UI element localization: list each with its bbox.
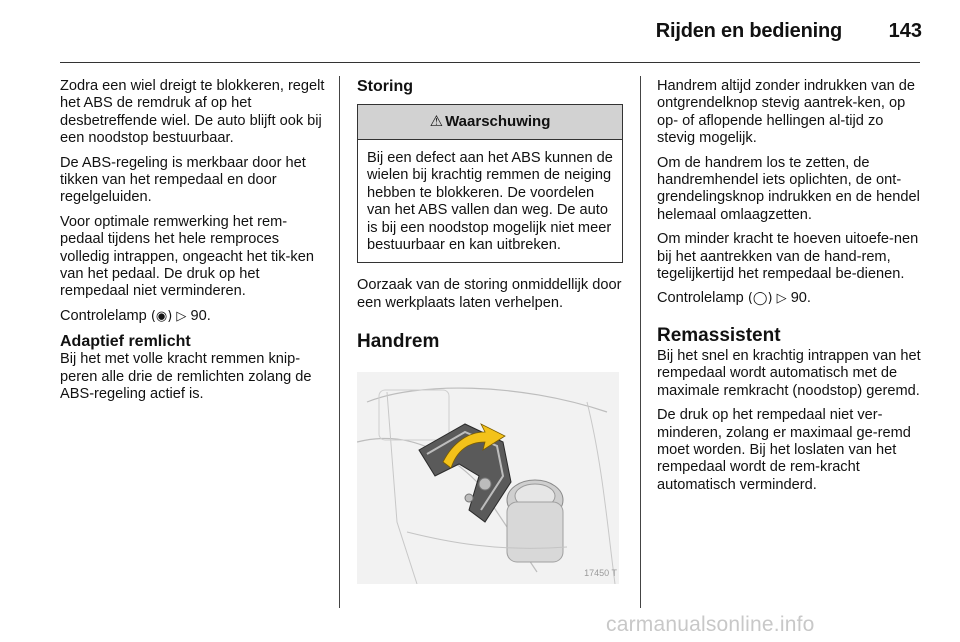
- warning-text: Bij een defect aan het ABS kunnen de wielen bij krachtig remmen de neiging hebben te blokkeren. De voordelen van het ABS vallen dan weg. De auto is bij een noodstop mogelijk niet meer bestuurbaar en kan uitbreken.: [367, 150, 613, 254]
- warning-triangle-icon: ⚠: [429, 112, 444, 131]
- abs-intro-paragraph: Zodra een wiel dreigt te blokkeren, regelt het ABS de remdruk af op het desbetreffende wiel. De auto blijft ook bij een noodstop bestuurbaar.: [60, 78, 325, 147]
- handbrake-drawing: [357, 372, 619, 584]
- handbrake-apply-paragraph: Handrem altijd zonder indrukken van de ontgrendelknop stevig aantrek-ken, op op- of aflopende hellingen al-tijd zo stevig mogelijk.: [657, 78, 915, 147]
- abs-warning-lamp-icon: (◉): [150, 308, 173, 324]
- figure-label: 17450 T: [584, 567, 617, 578]
- brake-warning-lamp-icon: (◯): [747, 291, 773, 307]
- fault-cause-paragraph: Oorzaak van de storing onmiddellijk door een werkplaats laten verhelpen.: [357, 277, 622, 311]
- fault-heading: Storing: [357, 78, 413, 95]
- column-middle: [357, 78, 627, 584]
- control-lamp-label: Controlelamp: [657, 290, 744, 307]
- warning-title: Waarschuwing: [445, 113, 551, 131]
- page-reference-arrow-icon: ▷: [776, 291, 787, 307]
- column-divider: [339, 76, 340, 608]
- abs-pedal-paragraph: Voor optimale remwerking het rem-pedaal tijdens het hele remproces volledig intrappen, ongeacht het tik-ken van het pedaal. De druk op het rempedaal niet verminderen.: [60, 213, 314, 300]
- brake-assist-paragraph-1: Bij het snel en krachtig intrappen van het rempedaal wordt automatisch met de maximale remkracht (noodstop) geremd.: [657, 347, 921, 399]
- watermark: carmanualsonline.info: [606, 613, 815, 636]
- abs-control-lamp-line: [60, 308, 330, 325]
- page-number: 143: [888, 20, 922, 42]
- handbrake-heading: Handrem: [357, 331, 440, 353]
- brake-assist-heading: Remassistent: [657, 324, 781, 346]
- page-reference-arrow-icon: ▷: [176, 308, 187, 324]
- abs-noise-paragraph: De ABS-regeling is merkbaar door het tikken van het rempedaal en door regelgeluiden.: [60, 154, 306, 206]
- handbrake-illustration: [357, 372, 619, 584]
- control-lamp-label: Controlelamp: [60, 307, 147, 324]
- column-right: [657, 78, 923, 501]
- adaptive-brake-light-heading: Adaptief remlicht: [60, 333, 191, 351]
- warning-box-header: [358, 105, 622, 140]
- page-section-title: Rijden en bediening: [655, 20, 842, 42]
- brake-assist-paragraph-2: De druk op het rempedaal niet ver-minderen, zolang er maximaal ge-remd moet worden. Bij het loslaten van het rempedaal wordt de rem-kracht automatisch verminderd.: [657, 407, 911, 493]
- column-divider: [640, 76, 641, 608]
- control-lamp-page-ref: 90.: [190, 307, 211, 324]
- adaptive-brake-light-paragraph: Bij het met volle kracht remmen knip-peren alle drie de remlichten zolang de ABS-regeling actief is.: [60, 351, 312, 403]
- handbrake-release-paragraph: Om de handrem los te zetten, de handremhendel iets oplichten, de ont-grendelingsknop indrukken en de hendel helemaal omlaagzetten.: [657, 154, 920, 223]
- handbrake-pedal-paragraph: Om minder kracht te hoeven uitoefe-nen bij het aantrekken van de hand-rem, tegelijkertijd het rempedaal be-dienen.: [657, 231, 919, 283]
- control-lamp-page-ref: 90.: [790, 290, 811, 307]
- warning-box: [357, 104, 623, 263]
- column-left: [60, 78, 330, 411]
- header-divider: [60, 62, 920, 63]
- brake-control-lamp-line: [657, 290, 923, 307]
